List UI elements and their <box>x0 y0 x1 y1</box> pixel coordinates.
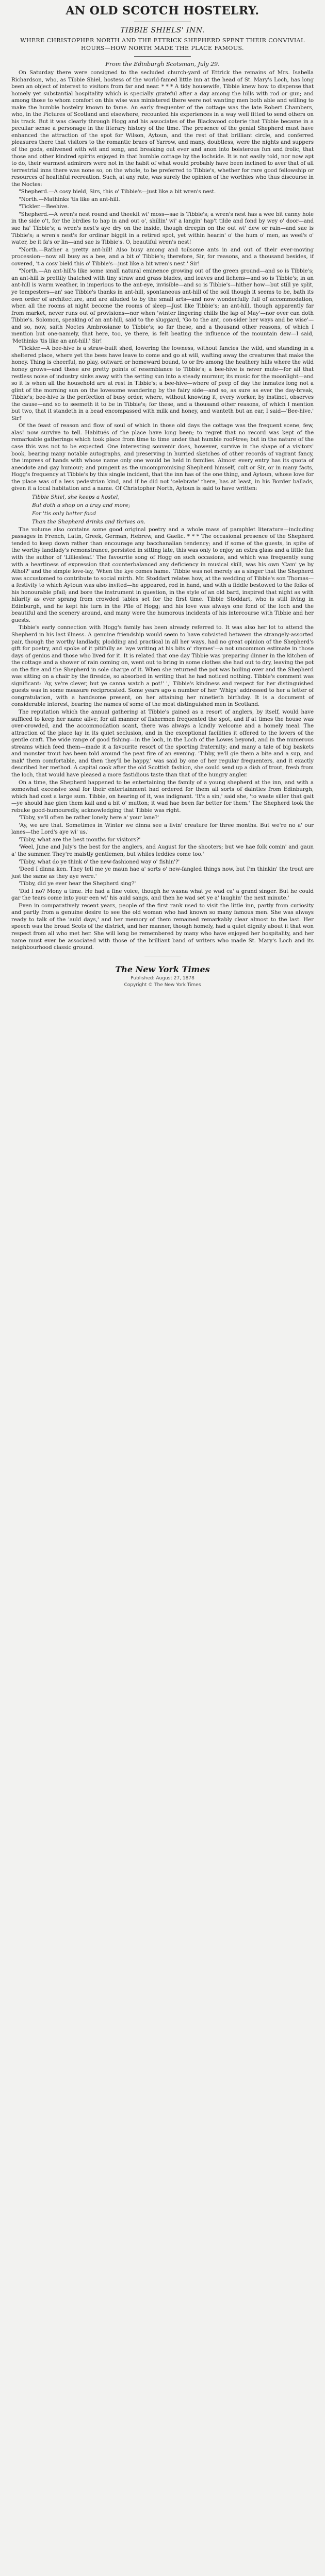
paragraph: "Tickler.—Beehive. <box>19 204 69 210</box>
paragraph: The reputation which the annual gathering at Tibbie's gained as a resort of anglers, by itself, would have sufficed to keep her name alive; for all manner of fishermen frequented the spot, and if at times the house was over-crowded, and the accommodation scant, there was always a kindly welcome and a homely meal. The attraction of the place lay in its quiet seclusion, and in the exceptional facilities it offered to the lovers of the gentle craft. The wide range of good fishing—in the loch, in the Loch of the Lowes beyond, and in the numerous streams which feed them—made it a favourite resort of the sporting fraternity; and many a tale of big baskets and monster trout has been told around the peat fire of an evening. 'Tibby, ye'll gie them a bite and a sup, and mak' them comfortable, and then they'll be happy,' was said by one of her regular frequenters, and it exactly described her method. A capital cook after the old Scottish fashion, she could send up a dish of trout, fresh from the loch, that would have pleased a more fastidious taste than that of the hungry angler. <box>11 709 314 778</box>
verse-line: Than the Shepherd drinks and thrives on. <box>32 518 145 525</box>
verse-line: For 'tis only better food <box>32 510 96 517</box>
dialogue-line: 'Tibby, what do ye think o' the new-fashioned way o' fishin'?' <box>19 858 180 865</box>
paragraph: On a time, the Shepherd happened to be entertaining the family of a young shepherd at the inn, and with a somewhat excessive zeal for their entertainment had ordered for them all sorts of dainties from Edinburgh, which had cost a large sum. Tibbie, on hearing of it, was indignant. 'It's a sin,' said she, 'to waste siller that gait—ye should hae gien them kail and a bit o' mutton; it wad hae been far better for them.' The Shepherd took the rebuke good-humouredly, acknowledging that Tibbie was right. <box>11 779 314 814</box>
source-line: From the Edinburgh Scotsman, July 29. <box>105 61 220 67</box>
paragraph: "Tickler.—A bee-hive is a straw-built shed, lowering the lowness, without fancies the wild, and standing in a sheltered place, where yet the bees have leave to come and go at will, wafting away the creatures that make the honey. Thing is cheerful, no play, outward or homeward bound, to or fro among the heathery hills where the wild honey grows—and these are pretty points of resemblance to Tibbie's; a bee-hive is never mute—for all that restless noise of industry sinks away with the setting sun into a steady murmur, its music for the moonlight—and so it is when all the household are at rest in Tibbie's; a bee-hive—where of peep of day the inmates long not a glint of the morning sun on the lovesome wandering by the fairy side—and so, as sure as ever the day-break, Tibbie's; bee-hive is the perfection of busy order, where, without knowing it, every worker, by instinct, observes the cause—and so to seemeth it to be in Tibbie's; for these, and a thousand other reasons, of which I mention but two, that it standeth in a bead encompassed with milk and honey, and wanteth but an ear, I said—'Bee-hive.' Sir!' <box>11 345 314 421</box>
deck: WHERE CHRISTOPHER NORTH AND THE ETTRICK SHEPHERD SPENT THEIR CONVIVIAL HOURS—HOW NORTH MADE THE PLACE FAMOUS. <box>20 37 305 52</box>
verse-line: But doth a shop on a tray and more; <box>32 502 131 509</box>
paragraph: "North.—Mathinks 'tis like an ant-hill. <box>19 196 120 202</box>
verse-block <box>11 494 314 526</box>
verse-line: Tibbie Shiel, she keeps a hostel, <box>32 494 120 500</box>
dialogue-line: 'Did I no? Mony a time. He had a fine voice, though he wasna what ye wad ca' a grand singer. But he could gar the tears come into your een wi' his auld sangs, and then he wad set ye a' laughin' the next minute.' <box>11 888 314 902</box>
paragraph: The volume also contains some good original poetry and a whole mass of pamphlet literature—including passages in French, Latin, Greek, German, Hebrew, and Gaelic. * * * The occasional presence of the Shepherd tended to keep down rather than encourage any bacchanalian tendency; and if some of the guests, in spite of the worthy landlady's remonstrance, persisted in sitting late, this was only to enjoy an extra glass and a little fun with the author of 'Lilliesleaf.' The favourite song of Hogg on such occasions, and which was frequently sung with a heartiness of expression that counterbalanced any deficiency in musical skill, was his own 'Cam' ye by Athol?' and the simple love-lay, 'When the kye comes hame.' Tibbie was not merely as a singer that the Shepherd was accustomed to contribute to social mirth. Mr. Stoddart relates how, at the wedding of Tibbie's son Thomas—a festivity to which Aytoun was also invited—he appeared, rod in hand, and with a fiddle bestowed to the folks of his honourable pfail; and bore the instrument in question, in the style of an old bard, inspired that night as with hilarity as ever sprang from crowded tables set for the first time. Tibbie Stoddart, who is still living in Edinburgh, and he kept his turn in the Pfle of Hogg; and his love was always one fond of the loch and the beautiful and the scenery around, and many were the humorous incidents of his intercourse with Tibbie and her guests. <box>11 526 314 623</box>
paragraph: Even in comparatively recent years, people of the first rank used to visit the little inn, partly from curiosity and partly from a genuine desire to see the old woman who had known so many famous men. She was always ready to talk of the 'auld days,' and her memory of them remained remarkably clear almost to the last. Her speech was the broad Scots of the district, and her manner, though homely, had a quiet dignity about it that won respect from all who met her. She will long be remembered by many who have enjoyed her hospitality, and her name must ever be associated with those of the brilliant band of writers who made St. Mary's Loch and its neighbourhood classic ground. <box>11 902 314 951</box>
dialogue-line: 'Ay, we are that. Sometimes in Winter we dinna see a livin' creature for three months. But we're no a' our lanes—the Lord's aye wi' us.' <box>11 822 314 836</box>
paragraph: On Saturday there were consigned to the secluded church-yard of Ettrick the remains of Mrs. Isabella Richardson, who, as Tibbie Shiel, hostess of the world-famed little inn at the head of St. Mary's Loch, has long been an object of interest to visitors from far and near. * * * A tidy housewife, Tibbie knew how to dispense that homely yet substantial hospitality which is specially grateful after a day among the hills with rod or gun; and among those to whom comfort on this wise was ministered there were not wanting men both able and willing to make the humble hostelry known to fame. An early frequenter of the cottage was the late Robert Chambers, who, in the Pictures of Scotland and elsewhere, recounted his experiences in a way well fitted to send others on his track. But it was clearly through Hogg and his associates of the Blackwood coterie that Tibbie became in a peculiar sense a personage in the literary history of the time. The presence of the genial Shepherd must have enhanced the attraction of the spot for Wilson, Aytoun, and the rest of that brilliant circle, and conferred pleasures there that visitors to the romantic braes of Yarrow, and many, doubtless, were the nights and suppers of the gods, enlivened with wit and song, and breaking out ever and anon into boisterous fun and frolic, that those and other kindred spirits enjoyed in that humble cottage by the lochside. It is not easily told, nor now apt to do, their warmest admirers were not in the habit of what would probably have been inclined to aver that of all terrestrial inns there was none so, on the whole, to be preferred to Tibbie's, whether for rare good fellowship or resources of healthful recreation. Such, at any rate, was surely the opinion of the worthies who thus discourse in the Noctes: <box>11 70 314 188</box>
divider <box>134 56 191 57</box>
dialogue-line: 'Tibby, ye'll often be rather lonely here a' your lane?' <box>19 815 159 821</box>
article-body <box>11 70 314 952</box>
paragraph: "North.—An ant-hill's like some small natural eminence growing out of the green ground—and so is Tibbie's; an ant-hill is prettily thatched with tiny straw and grass blades, and leaves and lichens—and so is Tibbie's; in an ant-hill is warm weather, in imperious to the ant-eye, invisible—and so is Tibbie's—hither how—but still ye split, ye tempesters—an' sae Tibbie's thanks in ant-hill, spontaneous ant-hill of the soil though it seems to be, bath its own order of architecture, and are alluded to by the small arts—and now wonderfully full of accommodation, when all the rooms at night become the rooms of sleep—Just like Tibbie's; an ant-hill, though apparently far from market, never runs out of provisions—nor when 'winter lingering chills the lap of May'—nor over can doth Tibbie's. Solomon, speaking of an ant-hill, said to the sluggard, 'Go to the ant, con-sider her ways and be wise'—and so, now, saith Noctes Ambrosianæ to Tibbie's; so far these, and a thousand other reasons, of which I mention but one-namely, that here, too, ye there, is felt beating the influence of the mountain dew—I said, 'Methinks 'tis like an ant-hill.' Sir! <box>11 268 314 344</box>
headline: AN OLD SCOTCH HOSTELRY. <box>66 4 259 18</box>
copyright-notice: Copyright © The New York Times <box>124 982 201 988</box>
subhead: TIBBIE SHIELS' INN. <box>120 26 205 35</box>
paragraph: Of the feast of reason and flow of soul of which in those old days the cottage was the frequent scene, few, alas! now survive to tell. Habitués of the place have long been; to regret that no record was kept of the remarkable gatherings which took place from time to time under that humble roof-tree; but in the nature of the case this was not to be expected. One interesting souvenir does, however, survive in the shape of a visitors' book, bearing many notable autographs, and preserving in hurried sketches of other records of vagrant fancy, the impress of hands with whose name only one would be held in families. Almost every entry has its quota of anecdote and gay humour; and pungent as the uncompromising Shepherd himself, cult or Sir, or in many facts, Hogg's frequency at Tibbie's by this single incident, that the inn has of the one thing, and Aytoun, whose love for the place was of a less pedestrian kind, and if he did not 'celebrate' there, has at least, in his Border ballads, given it a local habitation and a name. Of Christopher North, Aytoun is said to have written: <box>11 422 314 492</box>
paragraph: "North.—Rather a pretty ant-hill! Also busy among and toilsome ants in and out of their ever-moving procession—now all busy as a bee, and a bit o' Tibbie's; therefore, Sir, for reasons, and a thousand besides, if covered, 't a cosy bield this o' Tibbie's—just like a bit wren's nest.' Sir! <box>11 246 314 267</box>
publication-date: Published: August 27, 1878 <box>131 975 194 981</box>
dialogue-line: 'Deed I dinna ken. They tell me ye maun hae a' sorts o' new-fangled things now, but I'm thinkin' the trout are just the same as they aye were.' <box>11 866 314 879</box>
dialogue-line: 'Tibby, what are the best months for visitors?' <box>19 836 141 843</box>
paragraph: Tibbie's early connection with Hogg's family has been already referred to. It was also her lot to attend the Shepherd in his last illness. A genuine friendship would seem to have subsisted between the strangely-assorted pair, though the worthy landlady, plodding and practical in all her ways, had no great opinion of the Shepherd's gift for poetry, and spoke of it pitifully as 'aye writing at his bits o' rhymes'—a not uncommon estimate in those days of genius and those who lived for it. It is related that one day Tibbie was preparing dinner in the kitchen of the cottage and a shower of rain coming on, went out to bring in some clothes she had out to dry, leaving the pot on the fire and the Shepherd in sole charge of it. When she returned the pot was boiling over and the Shepherd was sitting on a chair by the fireside, so absorbed in writing that he had noticed nothing. Tibbie's comment was significant: 'Ay, ye're clever, but ye canna watch a pot!' ',' Tibbie's kindness and respect for her distinguished guests was in some measure reciprocated. Some years ago a number of her 'Whigs' addressed to her a letter of congratulation, with a handsome present, on her attaining her ninetieth birthday. It is a document of considerable interest, bearing the names of some of the most distinguished men in Scotland. <box>11 624 314 708</box>
dialogue-line: 'Weel, June and July's the best for the anglers, and August for the shooters; but we hae folk comin' and gaun a' the summer. They're maistly gentlemen, but whiles leddies come too.' <box>11 844 314 857</box>
dialogue-line: 'Tibby, did ye ever hear the Shepherd sing?' <box>19 880 136 887</box>
paragraph: "Shepherd.—A wren's nest round and theekit wi' moss—sae is Tibbie's; a wren's nest has a wee bit canny hole in the side o't, for the birdies to hap in and out o', shillin' wi' a langin' hap't tilde and fond by wey o' door—and sae ha' Tibbie's; a wren's nest's aye dry on the inside, though dreepin on the out wi' dew or rain—and sae is Tibbie's; a wren's nest's for ordinar biggit in a retired spot, yet within hearin' o' the hum o' men, as weel's o' water, be it fa's or lin—and sae is Tibbie's. O, beautiful wren's nest! <box>11 211 314 246</box>
paragraph: "Shepherd.—A cosy bield, Sirs, this o' Tibbie's—just like a bit wren's nest. <box>19 189 216 195</box>
masthead-logo: The New York Times <box>115 964 210 974</box>
